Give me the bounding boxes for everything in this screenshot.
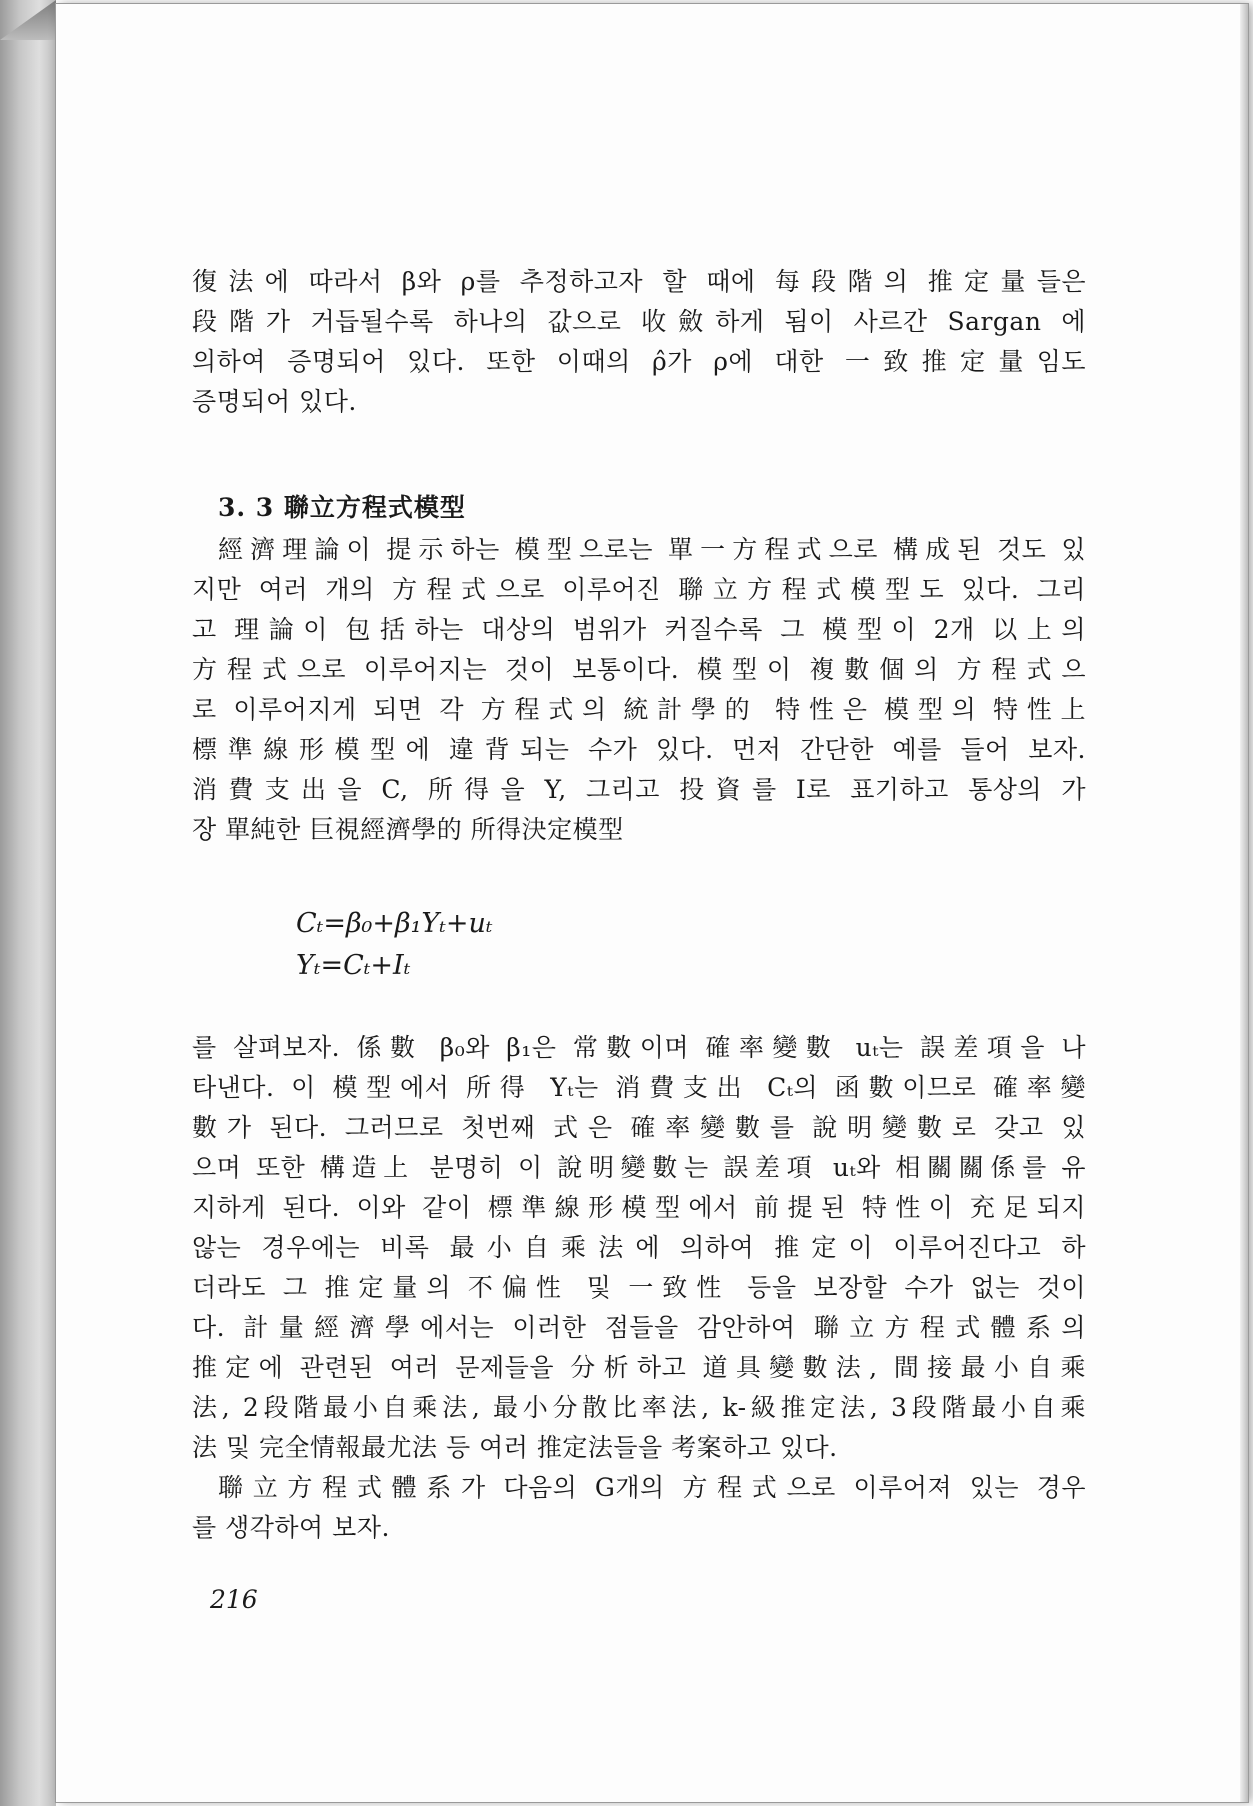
paragraph-1-line-1: 復法에 따라서 β와 ρ를 추정하고자 할 때에 每段階의 推定量들은	[192, 267, 1086, 296]
paragraph-2-line-7: 消費支出을 C, 所得을 Y, 그리고 投資를 I로 표기하고 통상의 가	[192, 775, 1086, 804]
paragraph-4-line-1: 聯立方程式體系가 다음의 G개의 方程式으로 이루어져 있는 경우	[218, 1473, 1086, 1502]
paragraph-2-line-2: 지만 여러 개의 方程式으로 이루어진 聯立方程式模型도 있다. 그리	[192, 575, 1086, 604]
paragraph-2-line-8: 장 單純한 巨視經濟學的 所得決定模型	[192, 815, 624, 844]
paragraph-1-line-2: 段階가 거듭될수록 하나의 값으로 收斂하게 됨이 사르간 Sargan 에	[192, 307, 1086, 336]
equation-income: Yₜ=Cₜ+Iₜ	[296, 950, 411, 981]
paragraph-3-line-9: 推定에 관련된 여러 문제들을 分析하고 道具變數法, 間接最小自乘	[192, 1353, 1086, 1382]
paragraph-2-line-3: 고 理論이 包括하는 대상의 범위가 커질수록 그 模型이 2개 以上의	[192, 615, 1086, 644]
paragraph-3-line-3: 數가 된다. 그러므로 첫번째 式은 確率變數를 說明變數로 갖고 있	[192, 1113, 1086, 1142]
section-heading: 3. 3 聯立方程式模型	[218, 493, 466, 522]
book-spine	[0, 0, 56, 1806]
page-edge	[1240, 4, 1248, 1802]
paragraph-3-line-11: 法 및 完全情報最尤法 등 여러 推定法들을 考案하고 있다.	[192, 1433, 838, 1462]
equation-consumption: Cₜ=β₀+β₁Yₜ+uₜ	[296, 908, 493, 939]
paragraph-3-line-8: 다. 計量經濟學에서는 이러한 점들을 감안하여 聯立方程式體系의	[192, 1313, 1086, 1342]
paragraph-2-line-6: 標準線形模型에 違背되는 수가 있다. 먼저 간단한 예를 들어 보자.	[192, 735, 1086, 764]
paragraph-2-line-5: 로 이루어지게 되면 각 方程式의 統計學的 特性은 模型의 特性上	[192, 695, 1086, 724]
book-page	[56, 4, 1248, 1802]
page-number: 216	[210, 1585, 258, 1614]
paragraph-1-line-3: 의하여 증명되어 있다. 또한 이때의 ρ̂가 ρ에 대한 一致推定量임도	[192, 347, 1086, 376]
paragraph-3-line-7: 더라도 그 推定量의 不偏性 및 一致性 등을 보장할 수가 없는 것이	[192, 1273, 1086, 1302]
paragraph-3-line-2: 타낸다. 이 模型에서 所得 Yₜ는 消費支出 Cₜ의 函數이므로 確率變	[192, 1073, 1086, 1102]
paragraph-3-line-6: 않는 경우에는 비록 最小自乘法에 의하여 推定이 이루어진다고 하	[192, 1233, 1086, 1262]
paragraph-2-line-4: 方程式으로 이루어지는 것이 보통이다. 模型이 複數個의 方程式으	[192, 655, 1086, 684]
paragraph-3-line-5: 지하게 된다. 이와 같이 標準線形模型에서 前提된 特性이 充足되지	[192, 1193, 1086, 1222]
paragraph-3-line-4: 으며 또한 構造上 분명히 이 說明變數는 誤差項 uₜ와 相關關係를 유	[192, 1153, 1086, 1182]
paragraph-3-line-10: 法, 2段階最小自乘法, 最小分散比率法, k-級推定法, 3段階最小自乘	[192, 1393, 1086, 1422]
paragraph-4-line-2: 를 생각하여 보자.	[192, 1513, 390, 1542]
paragraph-3-line-1: 를 살펴보자. 係數 β₀와 β₁은 常數이며 確率變數 uₜ는 誤差項을 나	[192, 1033, 1086, 1062]
paragraph-1-line-4: 증명되어 있다.	[192, 387, 357, 416]
paragraph-2-line-1: 經濟理論이 提示하는 模型으로는 單一方程式으로 構成된 것도 있	[218, 535, 1086, 564]
